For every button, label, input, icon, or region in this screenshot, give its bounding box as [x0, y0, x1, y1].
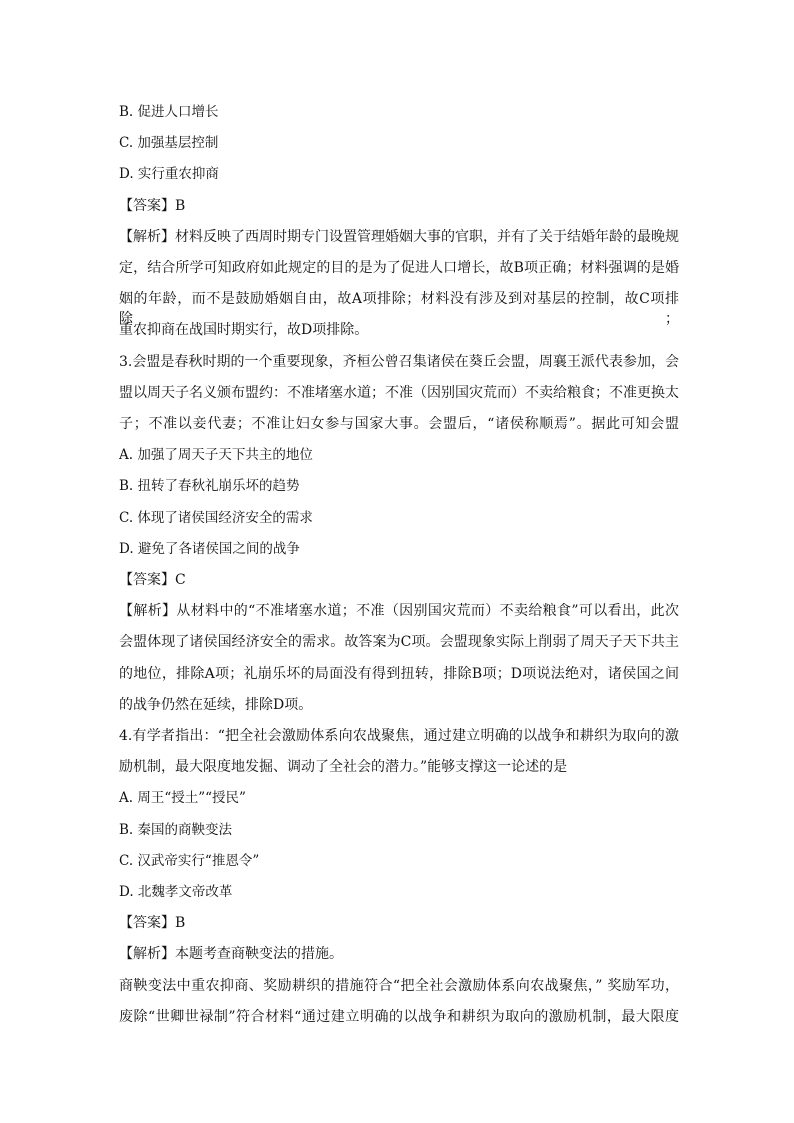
- explanation-line: 会盟体现了诸侯国经济安全的需求。故答案为C项。会盟现象实际上削弱了周天子天下共主: [119, 634, 679, 651]
- explanation-line: 重农抑商在战国时期实行，故D项排除。: [119, 322, 369, 339]
- explanation-line: 的战争仍然在延续，排除D项。: [119, 696, 313, 713]
- answer-label: 【答案】B: [119, 197, 186, 214]
- answer-option: C. 加强基层控制: [119, 135, 219, 152]
- answer-option: D. 北魏孝文帝改革: [119, 884, 233, 900]
- question-text: 励机制，最大限度地发掘、调动了全社会的潜力。”能够支撑这一论述的是: [119, 759, 568, 776]
- answer-label: 【答案】C: [119, 572, 186, 588]
- explanation-line: 【解析】材料反映了西周时期专门设置管理婚姻大事的官职，并有了关于结婚年龄的最晚规: [119, 228, 679, 245]
- explanation-line: 定，结合所学可知政府如此规定的目的是为了促进人口增长，故B项正确；材料强调的是婚: [119, 260, 679, 276]
- explanation-line: 的地位，排除A项；礼崩乐坏的局面没有得到扭转，排除B项；D项说法绝对，诸侯国之间: [119, 665, 679, 682]
- explanation-line: 废除“世卿世禄制”符合材料“通过建立明确的以战争和耕织为取向的激励机制，最大限度: [119, 1008, 679, 1025]
- explanation-line: 商鞅变法中重农抑商、奖励耕织的措施符合“把全社会激励体系向农战聚焦，” 奖励军功，: [119, 977, 679, 994]
- answer-option: B. 秦国的商鞅变法: [119, 821, 233, 838]
- answer-option: A. 加强了周天子天下共主的地位: [119, 447, 313, 464]
- explanation-line: 姻的年龄，而不是鼓励婚姻自由，故A项排除；材料没有涉及到对基层的控制，故C项排除；: [119, 291, 679, 328]
- question-text: 3.会盟是春秋时期的一个重要现象，齐桓公曾召集诸侯在葵丘会盟，周襄王派代表参加，会: [119, 353, 679, 370]
- answer-label: 【答案】B: [119, 915, 186, 932]
- answer-option: D. 避免了各诸侯国之间的战争: [119, 540, 300, 557]
- answer-option: A. 周王“授土”“授民”: [119, 790, 246, 807]
- answer-option: C. 汉武帝实行“推恩令”: [119, 852, 260, 869]
- answer-option: B. 促进人口增长: [119, 104, 219, 120]
- answer-option: C. 体现了诸侯国经济安全的需求: [119, 509, 313, 526]
- explanation-line: 【解析】从材料中的“不准堵塞水道；不准（因别国灾荒而）不卖给粮食”可以看出，此次: [119, 603, 679, 620]
- question-text: 4.有学者指出：“把全社会激励体系向农战聚焦，通过建立明确的以战争和耕织为取向的激: [119, 728, 679, 744]
- answer-option: D. 实行重农抑商: [119, 166, 219, 183]
- explanation-line: 【解析】本题考查商鞅变法的措施。: [119, 946, 343, 963]
- question-text: 盟以周天子名义颁布盟约：不准堵塞水道；不准（因别国灾荒而）不卖给粮食；不准更换太: [119, 384, 679, 401]
- answer-option: B. 扭转了春秋礼崩乐坏的趋势: [119, 478, 300, 495]
- question-text: 子；不准以妾代妻；不准让妇女参与国家大事。会盟后，“诸侯称顺焉”。据此可知会盟: [119, 416, 679, 432]
